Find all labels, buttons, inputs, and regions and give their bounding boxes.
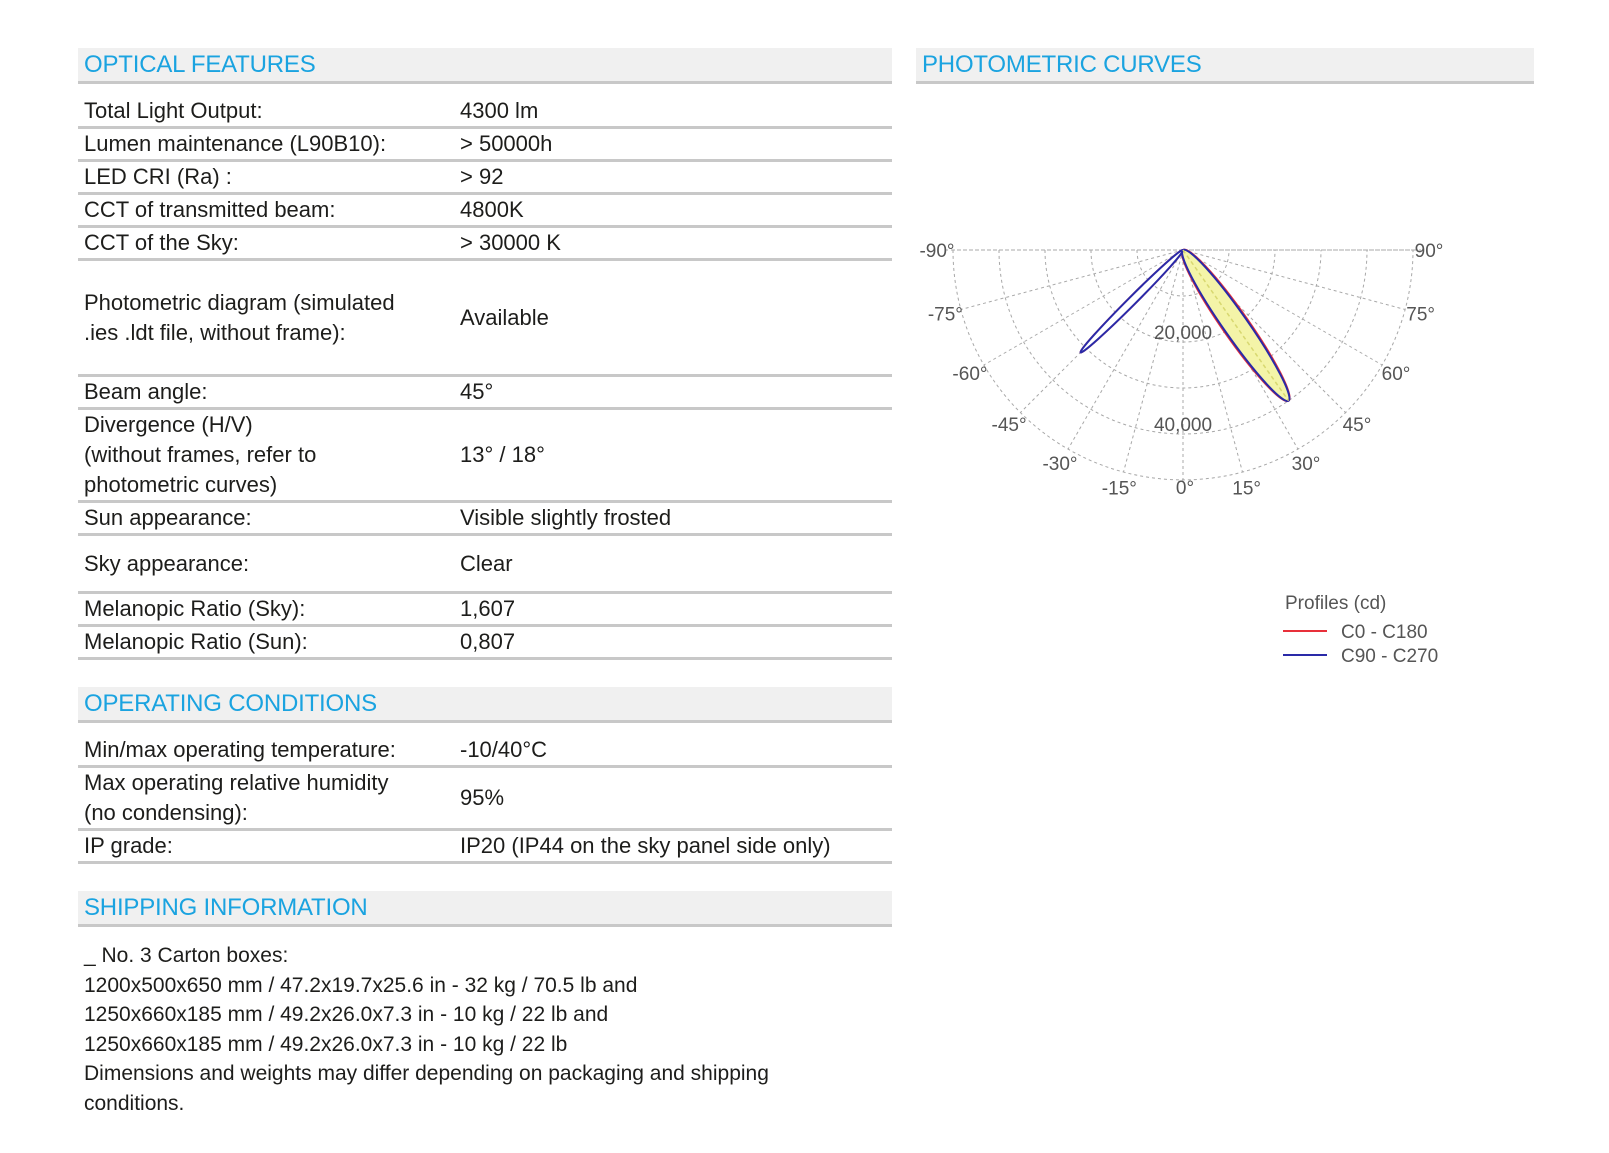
optical-spec-row — [78, 161, 892, 194]
optical-spec-row — [78, 376, 892, 409]
angle-label-right: 45° — [1342, 414, 1372, 436]
optical-spec-row — [78, 96, 892, 128]
optical-spec-label: Melanopic Ratio (Sun): — [84, 629, 308, 654]
angle-label-zero: 0° — [1175, 478, 1195, 499]
optical-spec-value: 4300 lm — [460, 98, 539, 123]
legend-title: Profiles (cd) — [1285, 593, 1387, 614]
optical-spec-value: > 92 — [460, 164, 504, 189]
operating-spec-row — [78, 735, 892, 767]
optical-features-table — [78, 96, 892, 660]
shipping-information-title: SHIPPING INFORMATION — [84, 893, 368, 921]
optical-spec-label: Lumen maintenance (L90B10): — [84, 131, 387, 156]
operating-spec-label: Min/max operating temperature: — [84, 737, 396, 762]
angle-label-right: 15° — [1232, 478, 1262, 500]
optical-spec-row — [78, 409, 892, 502]
optical-spec-label: Melanopic Ratio (Sky): — [84, 596, 306, 621]
shipping-line: 1250x660x185 mm / 49.2x26.0x7.3 in - 10 kg / 22 lb and — [84, 1003, 609, 1027]
angle-label-left: -90° — [919, 241, 955, 262]
photometric-polar-chart — [916, 48, 1534, 748]
operating-spec-row — [78, 767, 892, 830]
operating-spec-value: -10/40°C — [460, 737, 548, 762]
optical-features-title: OPTICAL FEATURES — [84, 50, 316, 78]
radial-label: 40,000 — [1153, 415, 1213, 436]
operating-spec-value: IP20 (IP44 on the sky panel side only) — [460, 833, 831, 858]
optical-spec-label: Sun appearance: — [84, 505, 252, 530]
angle-label-left: -45° — [991, 414, 1027, 436]
angle-label-right: 75° — [1406, 304, 1435, 326]
optical-spec-label: Total Light Output: — [84, 98, 263, 123]
angle-label-right: 60° — [1381, 364, 1411, 385]
optical-spec-value: Visible slightly frosted — [460, 505, 672, 530]
optical-spec-label: Divergence (H/V) (without frames, refer to photometric curves) — [84, 412, 317, 497]
shipping-line: Dimensions and weights may differ depending on packaging and shipping — [84, 1062, 769, 1086]
optical-spec-value: Clear — [460, 550, 513, 576]
shipping-line: 1250x660x185 mm / 49.2x26.0x7.3 in - 10 kg / 22 lb — [84, 1032, 568, 1056]
angle-label-right: 90° — [1414, 241, 1444, 262]
shipping-information-header — [78, 891, 892, 927]
optical-spec-value: 13° / 18° — [460, 442, 545, 467]
optical-spec-label: CCT of the Sky: — [84, 230, 239, 255]
optical-spec-value: Available — [460, 304, 549, 330]
operating-spec-label: Max operating relative humidity (no condensing): — [84, 770, 389, 825]
angle-label-left: -30° — [1042, 454, 1078, 476]
optical-spec-row — [78, 194, 892, 227]
optical-spec-value: 0,807 — [460, 629, 516, 654]
angle-label-left: -60° — [952, 364, 988, 385]
optical-spec-value: > 50000h — [460, 131, 553, 156]
left-column — [78, 48, 892, 1119]
optical-spec-value: 4800K — [460, 197, 524, 222]
photometric-curves-title: PHOTOMETRIC CURVES — [922, 50, 1202, 78]
optical-spec-row — [78, 535, 892, 593]
shipping-line: conditions. — [84, 1091, 185, 1115]
legend-label: C0 - C180 — [1341, 622, 1428, 643]
optical-spec-row — [78, 128, 892, 161]
operating-conditions-title: OPERATING CONDITIONS — [84, 689, 377, 717]
optical-spec-label: LED CRI (Ra) : — [84, 164, 232, 189]
legend-label: C90 - C270 — [1341, 646, 1439, 667]
shipping-line: _ No. 3 Carton boxes: — [84, 944, 289, 967]
angle-label-left: -15° — [1101, 478, 1137, 500]
optical-spec-value: 45° — [460, 379, 494, 404]
angle-label-right: 30° — [1291, 454, 1321, 476]
optical-spec-label: CCT of transmitted beam: — [84, 197, 336, 222]
operating-spec-label: IP grade: — [84, 833, 173, 858]
optical-spec-row — [78, 593, 892, 626]
optical-spec-label: Sky appearance: — [84, 550, 250, 576]
optical-spec-value: 1,607 — [460, 596, 516, 621]
angle-label-left: -75° — [927, 304, 963, 326]
optical-spec-row — [78, 626, 892, 659]
optical-spec-value: > 30000 K — [460, 230, 561, 255]
optical-spec-row — [78, 502, 892, 535]
operating-conditions-header — [78, 687, 892, 723]
radial-label: 20,000 — [1153, 323, 1213, 344]
operating-spec-row — [78, 830, 892, 863]
optical-spec-row — [78, 227, 892, 260]
operating-spec-value: 95% — [460, 785, 505, 810]
optical-spec-label: Photometric diagram (simulated .ies .ldt file, without frame): — [84, 289, 395, 345]
optical-spec-label: Beam angle: — [84, 379, 208, 404]
optical-features-header — [78, 48, 892, 84]
shipping-line: 1200x500x650 mm / 47.2x19.7x25.6 in - 32 kg / 70.5 lb and — [84, 973, 638, 997]
shipping-information-text — [78, 941, 892, 1119]
operating-conditions-table — [78, 735, 892, 864]
optical-spec-row — [78, 260, 892, 376]
